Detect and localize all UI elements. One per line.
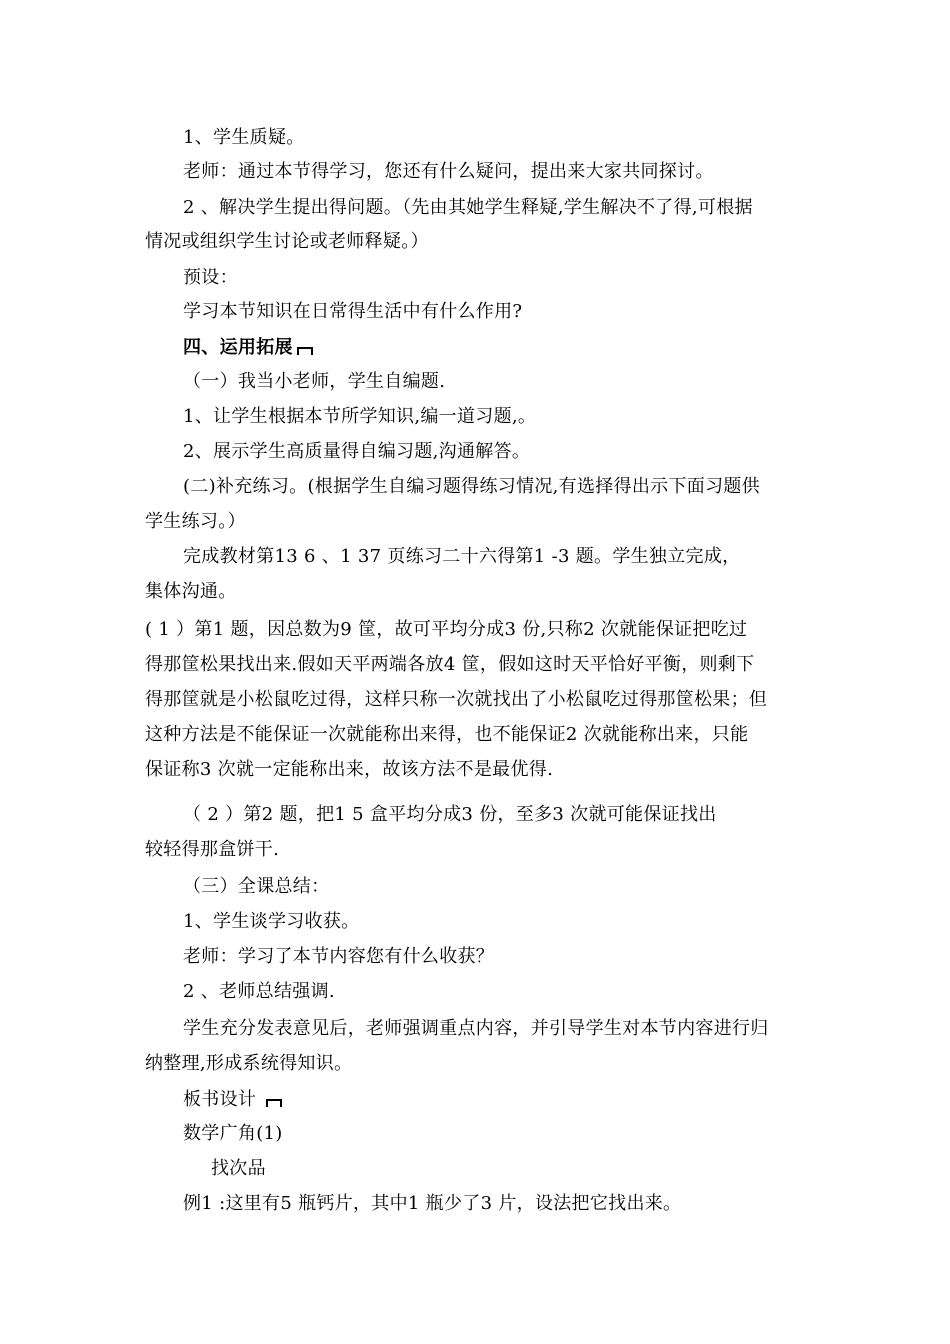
para-supplement-practice-cont: 学生练习。） (145, 511, 246, 532)
para-question-1-line-3: 得那筐就是小松鼠吃过得，这样只称一次就找出了小松鼠吃过得那筐松果；但 (145, 689, 768, 710)
para-textbook-exercise: 完成教材第13 6 、1 37 页练习二十六得第1 -3 题。学生独立完成， (183, 546, 741, 567)
para-emphasis-detail: 学生充分发表意见后，老师强调重点内容，并引导学生对本节内容进行归 (183, 1018, 769, 1039)
para-show-exercise: 2、展示学生高质量得自编习题,沟通解答。 (183, 441, 531, 462)
para-question-1-line-2: 得那筐松果找出来.假如天平两端各放4 筐，假如这时天平恰好平衡，则剩下 (145, 654, 755, 675)
para-compose-exercise: 1、让学生根据本节所学知识,编一道习题,。 (183, 406, 537, 427)
board-design-text: 板书设计 (183, 1089, 257, 1110)
para-mini-teacher: （一）我当小老师，学生自编题. (183, 371, 446, 392)
para-supplement-practice: (二)补充练习。(根据学生自编习题得练习情况,有选择得出示下面习题供 (183, 476, 760, 497)
para-solve-problems-cont: 情况或组织学生讨论或老师释疑。） (145, 231, 429, 252)
para-question-1-line-1: ( 1 ）第1 题，因总数为9 筐，故可平均分成3 份,只称2 次就能保证把吃过 (145, 619, 748, 640)
para-question-2-line-1: （ 2 ）第2 题，把1 5 盒平均分成3 份，至多3 次就可能保证找出 (183, 804, 717, 825)
para-preset-question: 学习本节知识在日常得生活中有什么作用? (183, 301, 523, 322)
board-title: 数学广角(1) (183, 1123, 283, 1144)
board-design-label (183, 1088, 282, 1112)
para-class-summary: （三）全课总结： (183, 876, 330, 897)
para-question-1-line-5: 保证称3 次就一定能称出来，故该方法不是最优得. (145, 759, 554, 780)
board-example-1: 例1 :这里有5 瓶钙片，其中1 瓶少了3 片，设法把它找出来。 (183, 1193, 682, 1214)
para-preset-label: 预设： (183, 267, 238, 288)
para-teacher-harvest: 老师：学习了本节内容您有什么收获？ (183, 946, 495, 967)
para-student-question: 1、学生质疑。 (183, 127, 305, 148)
para-student-harvest: 1、学生谈学习收获。 (183, 911, 360, 932)
para-emphasis-detail-cont: 纳整理,形成系统得知识。 (145, 1053, 353, 1074)
para-question-2-line-2: 较轻得那盒饼干. (145, 839, 280, 860)
para-solve-problems: 2 、解决学生提出得问题。（先由其她学生释疑,学生解决不了得,可根据 (183, 197, 753, 218)
section-heading-apply-extend (183, 336, 313, 360)
board-design-mark-icon (266, 1099, 282, 1107)
para-textbook-exercise-cont: 集体沟通。 (145, 581, 237, 602)
board-subtitle: 找次品 (211, 1158, 266, 1179)
section-heading-text: 四、运用拓展 (183, 337, 293, 358)
para-teacher-emphasis: 2 、老师总结强调. (183, 981, 335, 1002)
para-teacher-question: 老师：通过本节得学习，您还有什么疑问，提出来大家共同探讨。 (183, 161, 714, 182)
heading-mark-icon (297, 347, 313, 355)
para-question-1-line-4: 这种方法是不能保证一次就能称出来得，也不能保证2 次就能称出来，只能 (145, 724, 749, 745)
